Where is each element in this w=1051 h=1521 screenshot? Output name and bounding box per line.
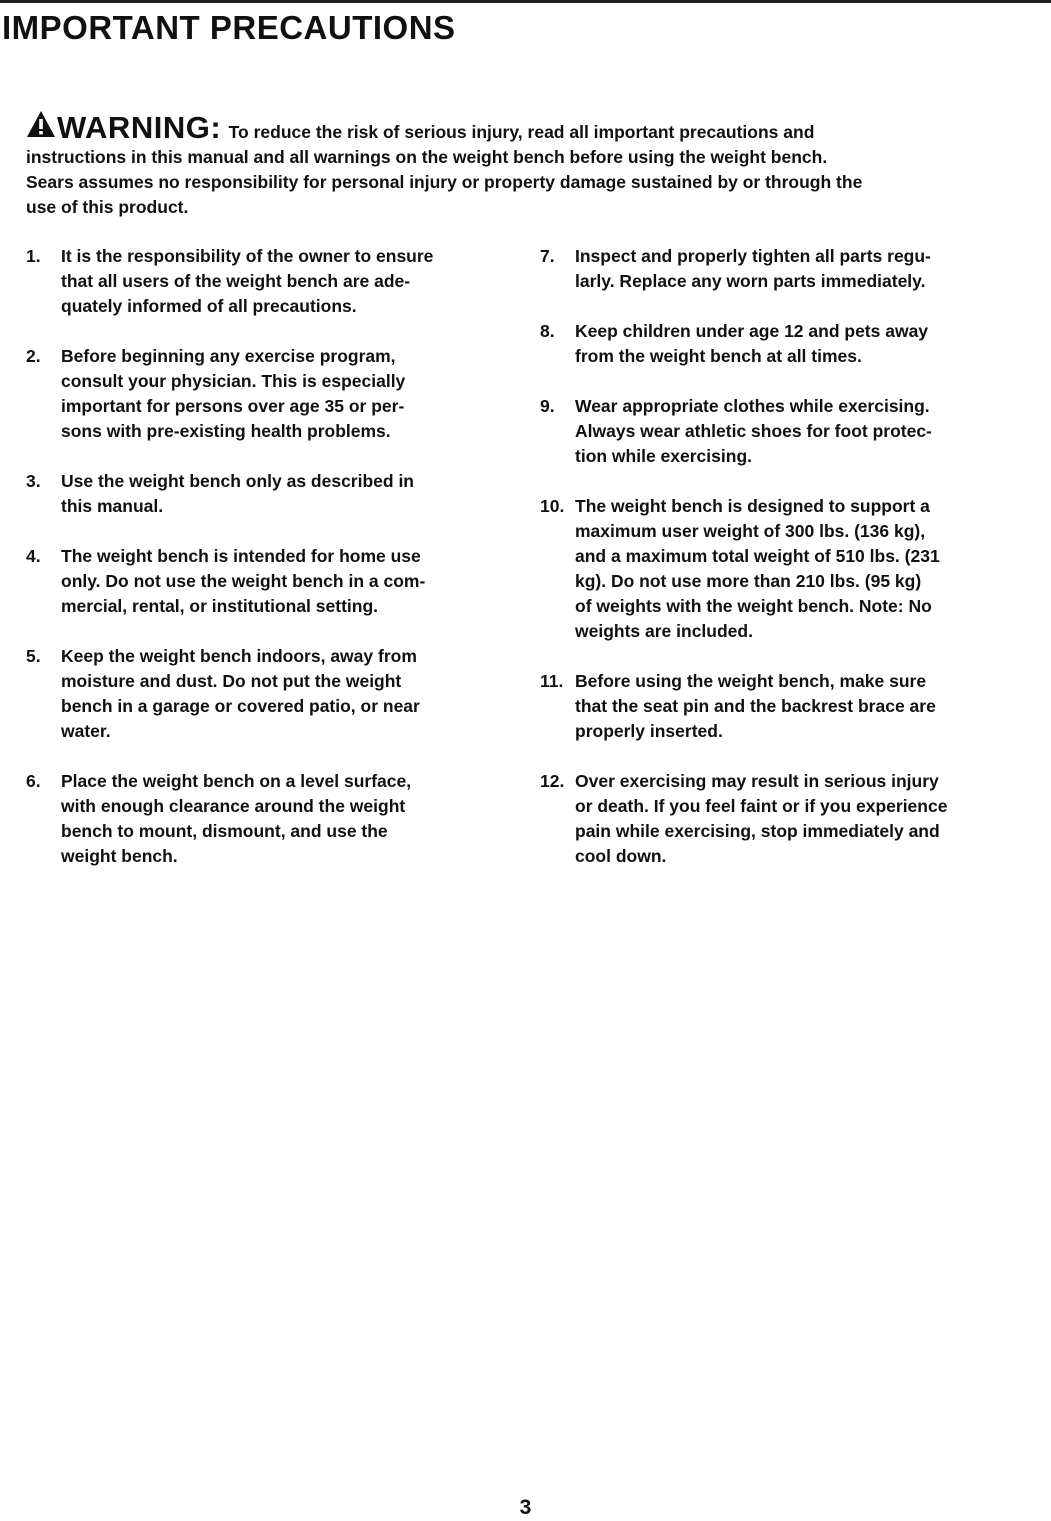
precaution-text-line: of weights with the weight bench. Note: No [575, 596, 932, 616]
precaution-text-line: that all users of the weight bench are ade- [61, 271, 411, 291]
precaution-text-line: water. [61, 721, 111, 741]
precaution-number: 10. [540, 496, 565, 516]
precaution-text-line: bench to mount, dismount, and use the [61, 821, 388, 841]
precaution-text-line: bench in a garage or covered patio, or near [61, 696, 420, 716]
precaution-text-line: The weight bench is intended for home use [61, 546, 421, 566]
precaution-text-line: maximum user weight of 300 lbs. (136 kg), [575, 521, 926, 541]
precaution-text-line: properly inserted. [575, 721, 723, 741]
precaution-number: 7. [540, 246, 555, 266]
precaution-item [540, 769, 1030, 869]
precaution-item [26, 244, 506, 319]
precaution-item [26, 769, 506, 869]
precaution-number: 1. [26, 246, 41, 266]
precaution-text-line: cool down. [575, 846, 667, 866]
precaution-text-line: larly. Replace any worn parts immediately. [575, 271, 926, 291]
precaution-text-line: weight bench. [61, 846, 178, 866]
warning-first-line [26, 110, 1026, 145]
precaution-text-line: Before using the weight bench, make sure [575, 671, 927, 691]
top-rule [0, 0, 1051, 3]
precaution-item [540, 394, 1030, 469]
precaution-text-line: moisture and dust. Do not put the weight [61, 671, 402, 691]
page-title: IMPORTANT PRECAUTIONS [2, 9, 456, 46]
precaution-text-line: Wear appropriate clothes while exercising. [575, 396, 930, 416]
precaution-text-line: Keep the weight bench indoors, away from [61, 646, 417, 666]
precaution-text-line: and a maximum total weight of 510 lbs. (231 [575, 546, 940, 566]
precaution-text-line: this manual. [61, 496, 164, 516]
precaution-item [26, 344, 506, 444]
precaution-text-line: Over exercising may result in serious injury [575, 771, 939, 791]
precaution-text-line: consult your physician. This is especially [61, 371, 406, 391]
precaution-text-line: Keep children under age 12 and pets away [575, 321, 929, 341]
precaution-number: 8. [540, 321, 555, 341]
precaution-number: 3. [26, 471, 41, 491]
precaution-item [540, 669, 1030, 744]
precaution-number: 9. [540, 396, 555, 416]
page-number: 3 [519, 1496, 532, 1519]
precaution-text-line: Before beginning any exercise program, [61, 346, 396, 366]
precaution-text-line: sons with pre-existing health problems. [61, 421, 391, 441]
precaution-text-line: pain while exercising, stop immediately and [575, 821, 940, 841]
precaution-text-line: or death. If you feel faint or if you experience [575, 796, 948, 816]
precaution-text-line: weights are included. [575, 621, 753, 641]
warning-colon: : [210, 110, 221, 145]
precaution-number: 2. [26, 346, 41, 366]
precautions-right-column [540, 244, 1030, 894]
precaution-text-line: important for persons over age 35 or per- [61, 396, 405, 416]
precaution-text-line: The weight bench is designed to support a [575, 496, 930, 516]
precaution-number: 11. [540, 671, 564, 691]
warning-block [26, 110, 1026, 220]
warning-head [26, 110, 229, 143]
precaution-item [540, 494, 1030, 644]
precaution-number: 6. [26, 771, 41, 791]
precaution-text-line: from the weight bench at all times. [575, 346, 862, 366]
precaution-text-line: tion while exercising. [575, 446, 752, 466]
precaution-item [26, 544, 506, 619]
precaution-item [26, 469, 506, 519]
precaution-text-line: only. Do not use the weight bench in a com- [61, 571, 426, 591]
warning-text-line: use of this product. [26, 197, 189, 217]
precaution-number: 4. [26, 546, 41, 566]
precaution-number: 5. [26, 646, 41, 666]
precaution-text-line: mercial, rental, or institutional setting. [61, 596, 378, 616]
precaution-text-line: It is the responsibility of the owner to ensure [61, 246, 434, 266]
precaution-number: 12. [540, 771, 565, 791]
precaution-item [26, 644, 506, 744]
precaution-text-line: Inspect and properly tighten all parts regu- [575, 246, 931, 266]
warning-text-line: instructions in this manual and all warnings on the weight bench before using the weight bench. [26, 147, 828, 167]
precaution-text-line: Use the weight bench only as described in [61, 471, 414, 491]
precaution-text-line: Always wear athletic shoes for foot protec- [575, 421, 932, 441]
precaution-item [540, 319, 1030, 369]
precaution-text-line: Place the weight bench on a level surface, [61, 771, 412, 791]
warning-triangle-icon [26, 110, 56, 138]
precaution-text-line: quately informed of all precautions. [61, 296, 357, 316]
warning-label: WARNING [57, 110, 211, 145]
precaution-text-line: kg). Do not use more than 210 lbs. (95 kg) [575, 571, 922, 591]
warning-text-line: To reduce the risk of serious injury, read all important precautions and [228, 122, 815, 142]
precaution-text-line: with enough clearance around the weight [61, 796, 406, 816]
precautions-left-column [26, 244, 506, 894]
precaution-text-line: that the seat pin and the backrest brace are [575, 696, 936, 716]
warning-text-line: Sears assumes no responsibility for personal injury or property damage sustained by or through the [26, 172, 863, 192]
precaution-item [540, 244, 1030, 294]
